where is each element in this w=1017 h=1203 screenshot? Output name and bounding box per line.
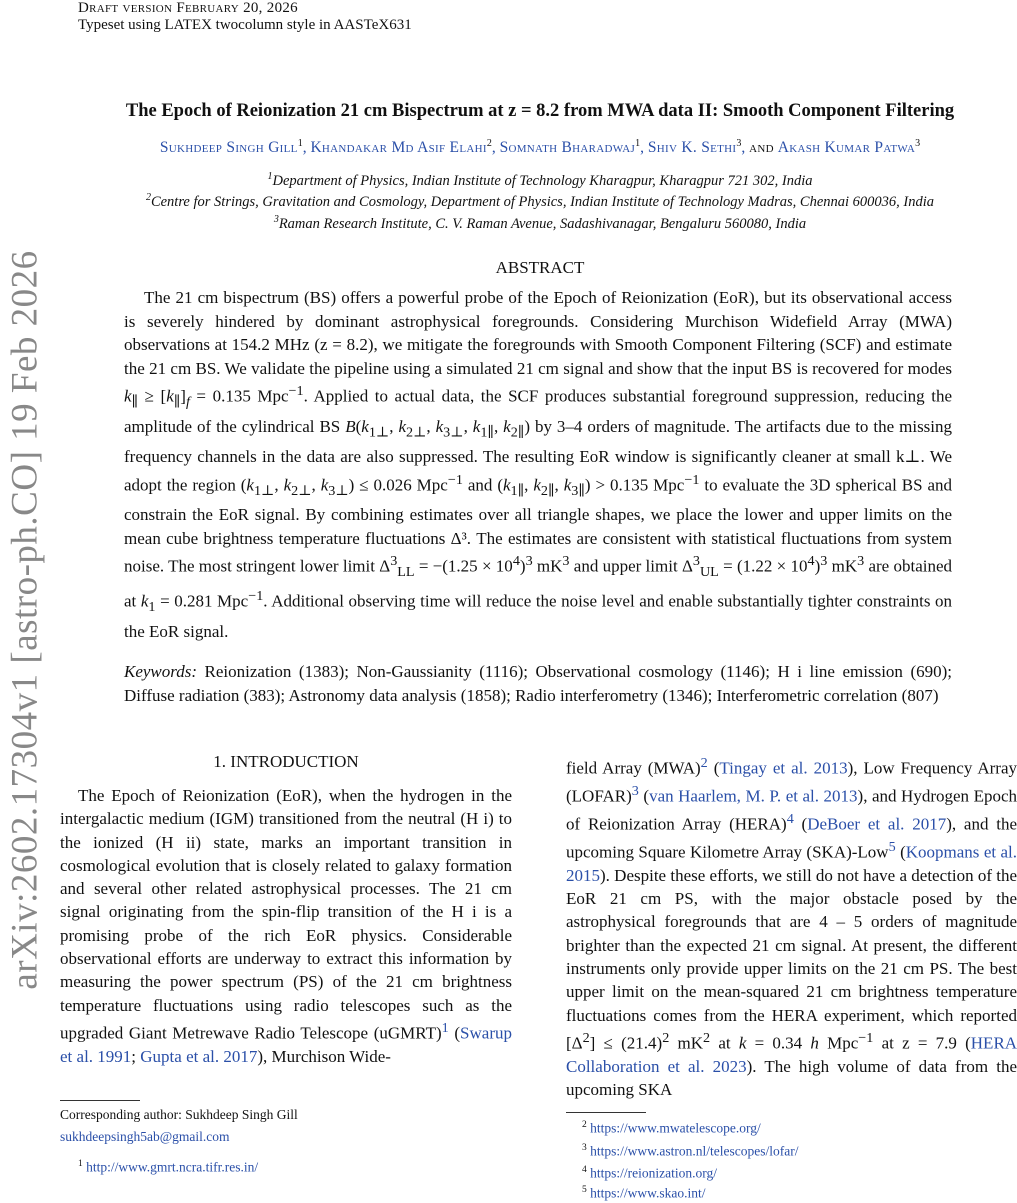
affil-text: Centre for Strings, Gravitation and Cosmology, Department of Physics, Indian Institute of Technology Madras, Chennai 600036, India [150, 193, 935, 210]
footnote-num: 1 [78, 1159, 83, 1169]
footnote-num: 5 [582, 1185, 587, 1195]
intro-right-3: ), and Hydrogen Epoch of Reionization Array (HERA) [566, 786, 1017, 834]
citation-tingay[interactable]: Tingay et al. 2013 [719, 758, 848, 778]
authors-and: and [749, 139, 774, 157]
author-affil-mark: 3 [915, 138, 921, 149]
citation-koopmans[interactable]: Koopmans et al. 2015 [566, 842, 1017, 885]
affil-num: 1 [267, 171, 273, 182]
footnote-ref-4[interactable]: 4 [786, 810, 794, 827]
corresponding-author [60, 1104, 298, 1148]
footnote-3 [582, 1139, 798, 1161]
corresponding-email-link[interactable]: sukhdeepsingh5ab@gmail.com [60, 1129, 230, 1144]
footnote-num: 4 [582, 1165, 587, 1175]
author-name[interactable]: Shiv K. Sethi [647, 139, 737, 157]
footnote-ref-5[interactable]: 5 [888, 838, 896, 855]
footnote-1 [78, 1155, 258, 1177]
footnote-ref-2[interactable]: 2 [700, 755, 708, 771]
author-name[interactable]: Khandakar Md Asif Elahi [310, 139, 487, 157]
keywords-text: Reionization (1383); Non-Gaussianity (1116); Observational cosmology (1146); H i line emission (690); Diffuse radiation (383); Astronomy data analysis (1858); Radio interferometry (1346); Interferometric correlation (807) [124, 662, 952, 705]
citation-deboer[interactable]: DeBoer et al. 2017 [807, 814, 947, 834]
author-list: Sukhdeep Singh Gill$^1$, Khandakar Md Asif Elahi$^2$, Somnath Bharadwaj$^1$, Shiv K. Sethi$^3$, and Akash Kumar Patwa$^3$ [159, 138, 921, 157]
author-affil-mark: 1 [297, 138, 303, 149]
keywords-label: Keywords: [124, 662, 198, 681]
author-affil-mark: 2 [486, 138, 492, 149]
abstract-body: The 21 cm bispectrum (BS) offers a powerful probe of the Epoch of Reionization (EoR), but its observational access is severely hindered by dominant astrophysical foregrounds. Considering Murchison Widefield Array (MWA) observations at 154.2 MHz (z = 8.2), we mitigate the foregrounds with Smooth Component Filtering (SCF) and estimate the 21 cm BS. We validate the pipeline using a simulated 21 cm signal and show that the input BS is recovered for modes $k_\parallel \ge [k_\parallel]_f = 0.135$ Mpc$^{-1}$. Applied to actual data, the SCF produces substantial foreground suppression, reducing the amplitude of the cylindrical BS $B(k_{1\perp}$, $k_{2\perp}$, $k_{3\perp}$, $k_{1\parallel}$, $k_{2\parallel}$) by 3–4 orders of magnitude. The artifacts due to the missing frequency channels in the data are also suppressed. The resulting EoR window is significantly cleaner at small k⊥. We adopt the region ($k_{1\perp}$, $k_{2\perp}$, $k_{3\perp}) \le 0.026$ Mpc$^{-1}$ and ($k_{1\parallel}$, $k_{2\parallel}$, $k_{3\parallel}) > 0.135$ Mpc$^{-1}$ to evaluate the 3D spherical BS and constrain the EoR signal. By combining estimates over all triangle shapes, we place the lower and upper limits on the mean cube brightness temperature fluctuations Δ³. The estimates are consistent with statistical fluctuations from system noise. The most stringent lower limit $\Delta^3_{LL} = -(1.25 \times 10^4)^3$ $mK^3$ and upper limit $\Delta^3_{UL} = (1.22 \times 10^4)^3$ $mK^3$ are obtained at $k_1 = 0.281$ Mpc$^{-1}$. Additional observing time will reduce the noise level and enable substantially tighter constraints on the EoR signal. [124, 288, 953, 641]
footnote-link-gmrt[interactable]: http://www.gmrt.ncra.tifr.res.in/ [86, 1159, 259, 1175]
intro-right-5: ). Despite these efforts, we still do not have a detection of the EoR 21 cm PS, with the major obstacle posed by the astrophysical foregrounds that are 4 – 5 orders of magnitude brighter than the expected 21 cm signal. At present, the different instruments only provide upper limits on the 21 cm PS. The best upper limit on the mean-squared 21 cm brightness temperature fluctuations comes from the HERA experiment, which reported [566, 865, 1017, 1025]
paper-title: The Epoch of Reionization 21 cm Bispectrum at z = 8.2 from MWA data II: Smooth Component Filtering [125, 101, 955, 121]
intro-right-8: ). The high volume of data from the upcoming SKA [566, 1056, 1017, 1100]
footnote-num: 3 [582, 1143, 587, 1153]
intro-right-column: field Array (MWA)$^2$ (Tingay et al. 2013), Low Frequency Array (LOFAR)$^3$ (van Haarlem, M. P. et al. 2013), and Hydrogen Epoch of Reionization Array (HERA)$^4$ (DeBoer et al. 2017), and the upcoming Square Kilometre Array (SKA)-Low$^5$ (Koopmans et al. 2015). Despite these efforts, we still do not have a detection of the EoR 21 cm PS, with the major obstacle posed by the astrophysical foregrounds that are 4 – 5 orders of magnitude brighter than the expected 21 cm signal. At present, the different instruments only provide upper limits on the 21 cm PS. The best upper limit on the mean-squared 21 cm brightness temperature fluctuations comes from the HERA experiment, which reported $[\Delta^2] \le (21.4)^2$ $mK^2$ at k = 0.34 h Mpc$^{-1}$ at z = 7.9 (HERA Collaboration et al. 2023). The high volume of data from the upcoming SKA [566, 755, 1017, 1100]
intro-right-7: at z = 7.9 ( [881, 1033, 971, 1053]
intro-right-2: ), Low Frequency Array (LOFAR) [566, 758, 1017, 806]
affil-text: Raman Research Institute, C. V. Raman Avenue, Sadashivanagar, Bengaluru 560080, India [278, 215, 807, 232]
keywords-block [124, 660, 952, 707]
footnote-num: 2 [582, 1120, 587, 1130]
footnote-ref-1[interactable]: 1 [441, 1019, 449, 1036]
affiliation [60, 171, 1017, 190]
citation-swarup[interactable]: Swarup et al. 1991 [60, 1023, 512, 1066]
affiliation [60, 214, 1017, 233]
citation-hera[interactable]: HERA Collaboration et al. 2023 [566, 1033, 1017, 1076]
corresponding-author-label: Corresponding author: Sukhdeep Singh Gill [60, 1107, 298, 1122]
section-heading-introduction: 1. INTRODUCTION [213, 752, 359, 771]
abstract-heading: ABSTRACT [495, 258, 585, 277]
intro-left-tail: ), Murchison Wide- [257, 1046, 391, 1066]
intro-right-4: ), and the upcoming Square Kilometre Array (SKA)-Low [566, 814, 1017, 862]
author-name[interactable]: Sukhdeep Singh Gill [159, 139, 298, 157]
abstract-part-1: The 21 cm bispectrum (BS) offers a powerful probe of the Epoch of Reionization (EoR), but its observational access is severely hindered by dominant astrophysical foregrounds. Considering Murchison Widefield Array (MWA) observations at 154.2 MHz (z = 8.2), we mitigate the foregrounds with Smooth Component Filtering (SCF) and estimate the 21 cm BS. We validate the pipeline using a simulated 21 cm signal and show that the input BS is recovered for modes [124, 288, 952, 378]
footnote-link-hera[interactable]: https://reionization.org/ [590, 1165, 717, 1181]
typeset-line: Typeset using LATEX twocolumn style in AASTeX631 [78, 17, 412, 33]
intro-right-1: field Array (MWA) [566, 758, 701, 778]
abstract-part-2: Applied to actual data, the SCF produces substantial foreground suppression, reducing the amplitude of the cylindrical BS [124, 387, 952, 437]
intro-left-text: The Epoch of Reionization (EoR), when the hydrogen in the intergalactic medium (IGM) transitioned from the neutral (H i) to the ionized (H ii) state, marks an important transition in cosmological evolution that is closely related to galaxy formation and several other related astrophysical processes. The 21 cm signal originating from the spin-flip transition of the H i is a promising probe of the rich EoR physics. Considerable observational efforts are underway to extract this information by measuring the power spectrum (PS) of the 21 cm brightness temperature fluctuations using radio telescopes such as the upgraded Giant Metrewave Radio Telescope (uGMRT) [60, 786, 512, 1043]
affil-text: Department of Physics, Indian Institute of Technology Kharagpur, Kharagpur 721 302, India [272, 172, 813, 189]
citation-gupta[interactable]: Gupta et al. 2017 [140, 1046, 258, 1066]
footnote-link-ska[interactable]: https://www.skao.int/ [590, 1185, 706, 1201]
author-name[interactable]: Somnath Bharadwaj [499, 139, 636, 157]
footnote-ref-3[interactable]: 3 [631, 782, 639, 799]
citation-haarlem[interactable]: van Haarlem, M. P. et al. 2013 [649, 786, 858, 806]
footnote-4 [582, 1161, 717, 1183]
footnote-2 [582, 1116, 761, 1138]
author-affil-mark: 3 [736, 138, 742, 149]
draft-version-line: Draft version February 20, 2026 [78, 0, 298, 16]
intro-right-6: at [718, 1033, 731, 1053]
footnote-link-mwa[interactable]: https://www.mwatelescope.org/ [590, 1120, 761, 1136]
footnote-rule-right [566, 1112, 646, 1113]
footnote-5 [582, 1181, 706, 1203]
arxiv-stamp-text: arXiv:2602.17304v1 [astro-ph.CO] 19 Feb 2026 [4, 250, 46, 990]
affil-num: 2 [145, 192, 151, 203]
footnote-link-lofar[interactable]: https://www.astron.nl/telescopes/lofar/ [590, 1143, 799, 1159]
author-name[interactable]: Akash Kumar Patwa [777, 139, 916, 157]
intro-left-column: The Epoch of Reionization (EoR), when the hydrogen in the intergalactic medium (IGM) transitioned from the neutral (H i) to the ionized (H ii) state, marks an important transition in cosmological evolution that is closely related to galaxy formation and several other related astrophysical processes. The 21 cm signal originating from the spin-flip transition of the H i is a promising probe of the rich EoR physics. Considerable observational efforts are underway to extract this information by measuring the power spectrum (PS) of the 21 cm brightness temperature fluctuations using radio telescopes such as the upgraded Giant Metrewave Radio Telescope (uGMRT)$^1$ (Swarup et al. 1991; Gupta et al. 2017), Murchison Wide- [60, 786, 512, 1066]
footnote-rule-left [60, 1100, 140, 1101]
abstract-part-3: by 3–4 orders of magnitude. The artifacts due to the missing frequency channels in the data are also suppressed. The resulting EoR window is significantly cleaner at small k⊥. We adopt the region [124, 417, 953, 495]
abstract-part-4: to evaluate the 3D spherical BS and constrain the EoR signal. By combining estimates over all triangle shapes, we place the lower and upper limits on the mean cube brightness temperature fluctuations Δ³. The estimates are consistent with statistical fluctuations from system noise. The most stringent lower limit [124, 475, 953, 577]
affiliation [60, 192, 1017, 211]
affil-num: 3 [273, 214, 279, 225]
abstract-part-5: Additional observing time will reduce the noise level and enable substantially tighter constraints on the EoR signal. [124, 591, 953, 641]
arxiv-stamp[interactable] [0, 230, 50, 1010]
author-affil-mark: 1 [635, 138, 641, 149]
